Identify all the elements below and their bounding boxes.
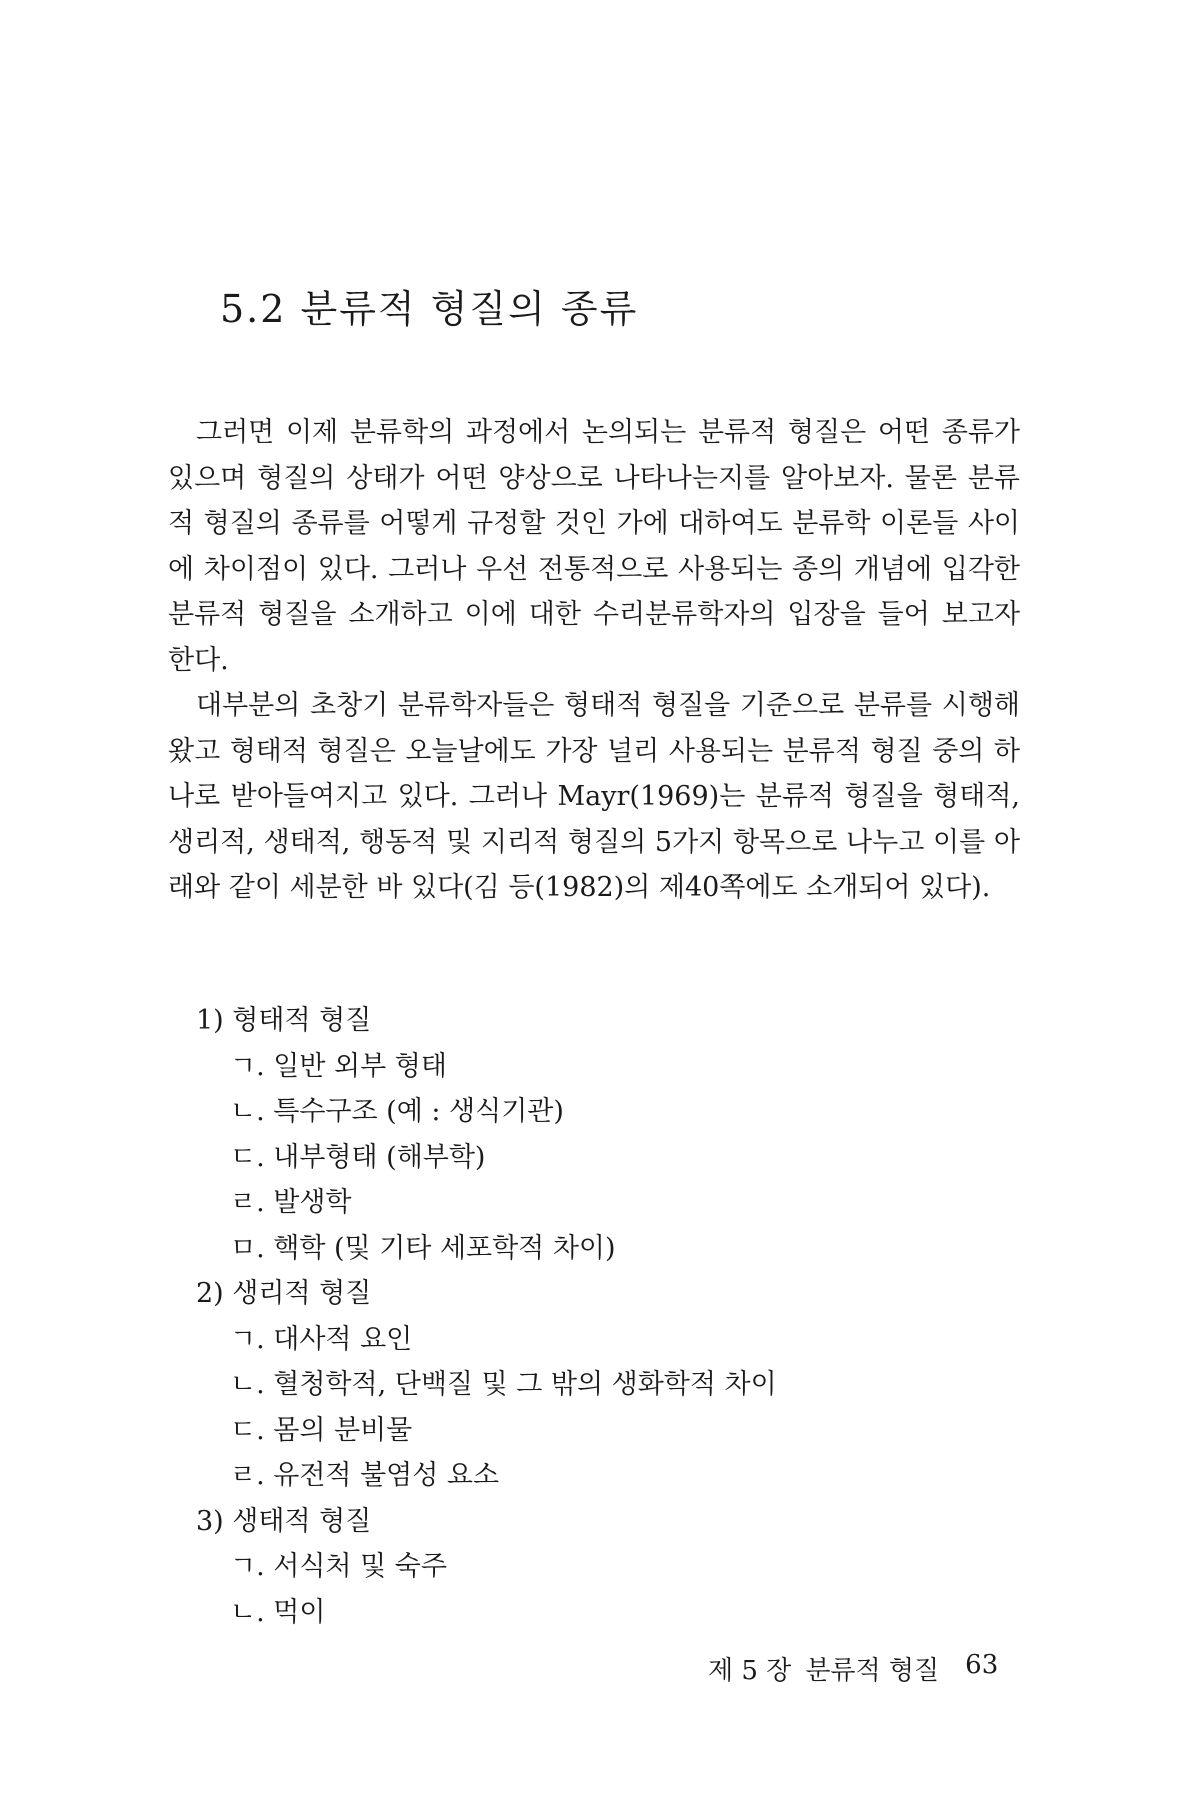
outline-item: ㅁ. 핵학 (및 기타 세포학적 차이) — [230, 1232, 616, 1264]
outline-item: ㄴ. 먹이 — [230, 1596, 326, 1628]
sub-list — [196, 1317, 777, 1499]
outline-item: ㄱ. 서식처 및 숙주 — [230, 1551, 447, 1582]
outline-item: ㄴ. 특수구조 (예 : 생식기관) — [230, 1096, 564, 1127]
paragraph: 그러면 이제 분류학의 과정에서 논의되는 분류적 형질은 어떤 종류가 있으며 형질의 상태가 어떤 양상으로 나타나는지를 알아보자. 물론 분류적 형질의 종류를 어떻게 규정할 것인 가에 대하여도 분류학 이론들 사이에 차이점이 있다. 그러나 우선 전통적으로 사용되는 종의 개념에 입각한 분류적 형질을 소개하고 이에 대한 수리분류학자의 입장을 들어 보고자 한다. — [168, 417, 1020, 676]
body-text — [168, 410, 1020, 911]
paragraph: 대부분의 초창기 분류학자들은 형태적 형질을 기준으로 분류를 시행해 왔고 형태적 형질은 오늘날에도 가장 널리 사용되는 분류적 형질 중의 하나로 받아들여지고 있다. 그러나 Mayr(1969)는 분류적 형질을 형태적, 생리적, 생태적, 행동적 및 지리적 형질의 5가지 항목으로 나누고 이를 아래와 같이 세분한 바 있다(김 등(1982)의 제40쪽에도 소개되어 있다). — [168, 690, 1020, 903]
outline-category — [196, 998, 777, 1271]
category-label: 1) 형태적 형질 — [196, 1005, 372, 1036]
character-outline — [196, 998, 777, 1635]
chapter-title: 분류적 형질 — [805, 1656, 940, 1686]
category-label: 2) 생리적 형질 — [196, 1278, 372, 1309]
outline-item: ㄷ. 몸의 분비물 — [230, 1414, 413, 1446]
outline-item: ㄱ. 대사적 요인 — [230, 1323, 413, 1355]
outline-category — [196, 1499, 777, 1636]
outline-item: ㄴ. 혈청학적, 단백질 및 그 밖의 생화학적 차이 — [230, 1369, 777, 1400]
category-label: 3) 생태적 형질 — [196, 1505, 372, 1537]
outline-category — [196, 1271, 777, 1499]
sub-list — [196, 1044, 777, 1272]
outline-item: ㄹ. 유전적 불염성 요소 — [230, 1460, 500, 1491]
sub-list — [196, 1544, 777, 1635]
outline-item: ㄱ. 일반 외부 형태 — [230, 1050, 447, 1082]
outline-item: ㄹ. 발생학 — [230, 1187, 352, 1218]
page-number: 63 — [965, 1650, 999, 1680]
chapter-label: 제 5 장 — [708, 1656, 792, 1686]
section-title: 5.2 분류적 형질의 종류 — [220, 287, 639, 331]
outline-item: ㄷ. 내부형태 (해부학) — [230, 1141, 486, 1173]
page-footer — [708, 1650, 1008, 1687]
